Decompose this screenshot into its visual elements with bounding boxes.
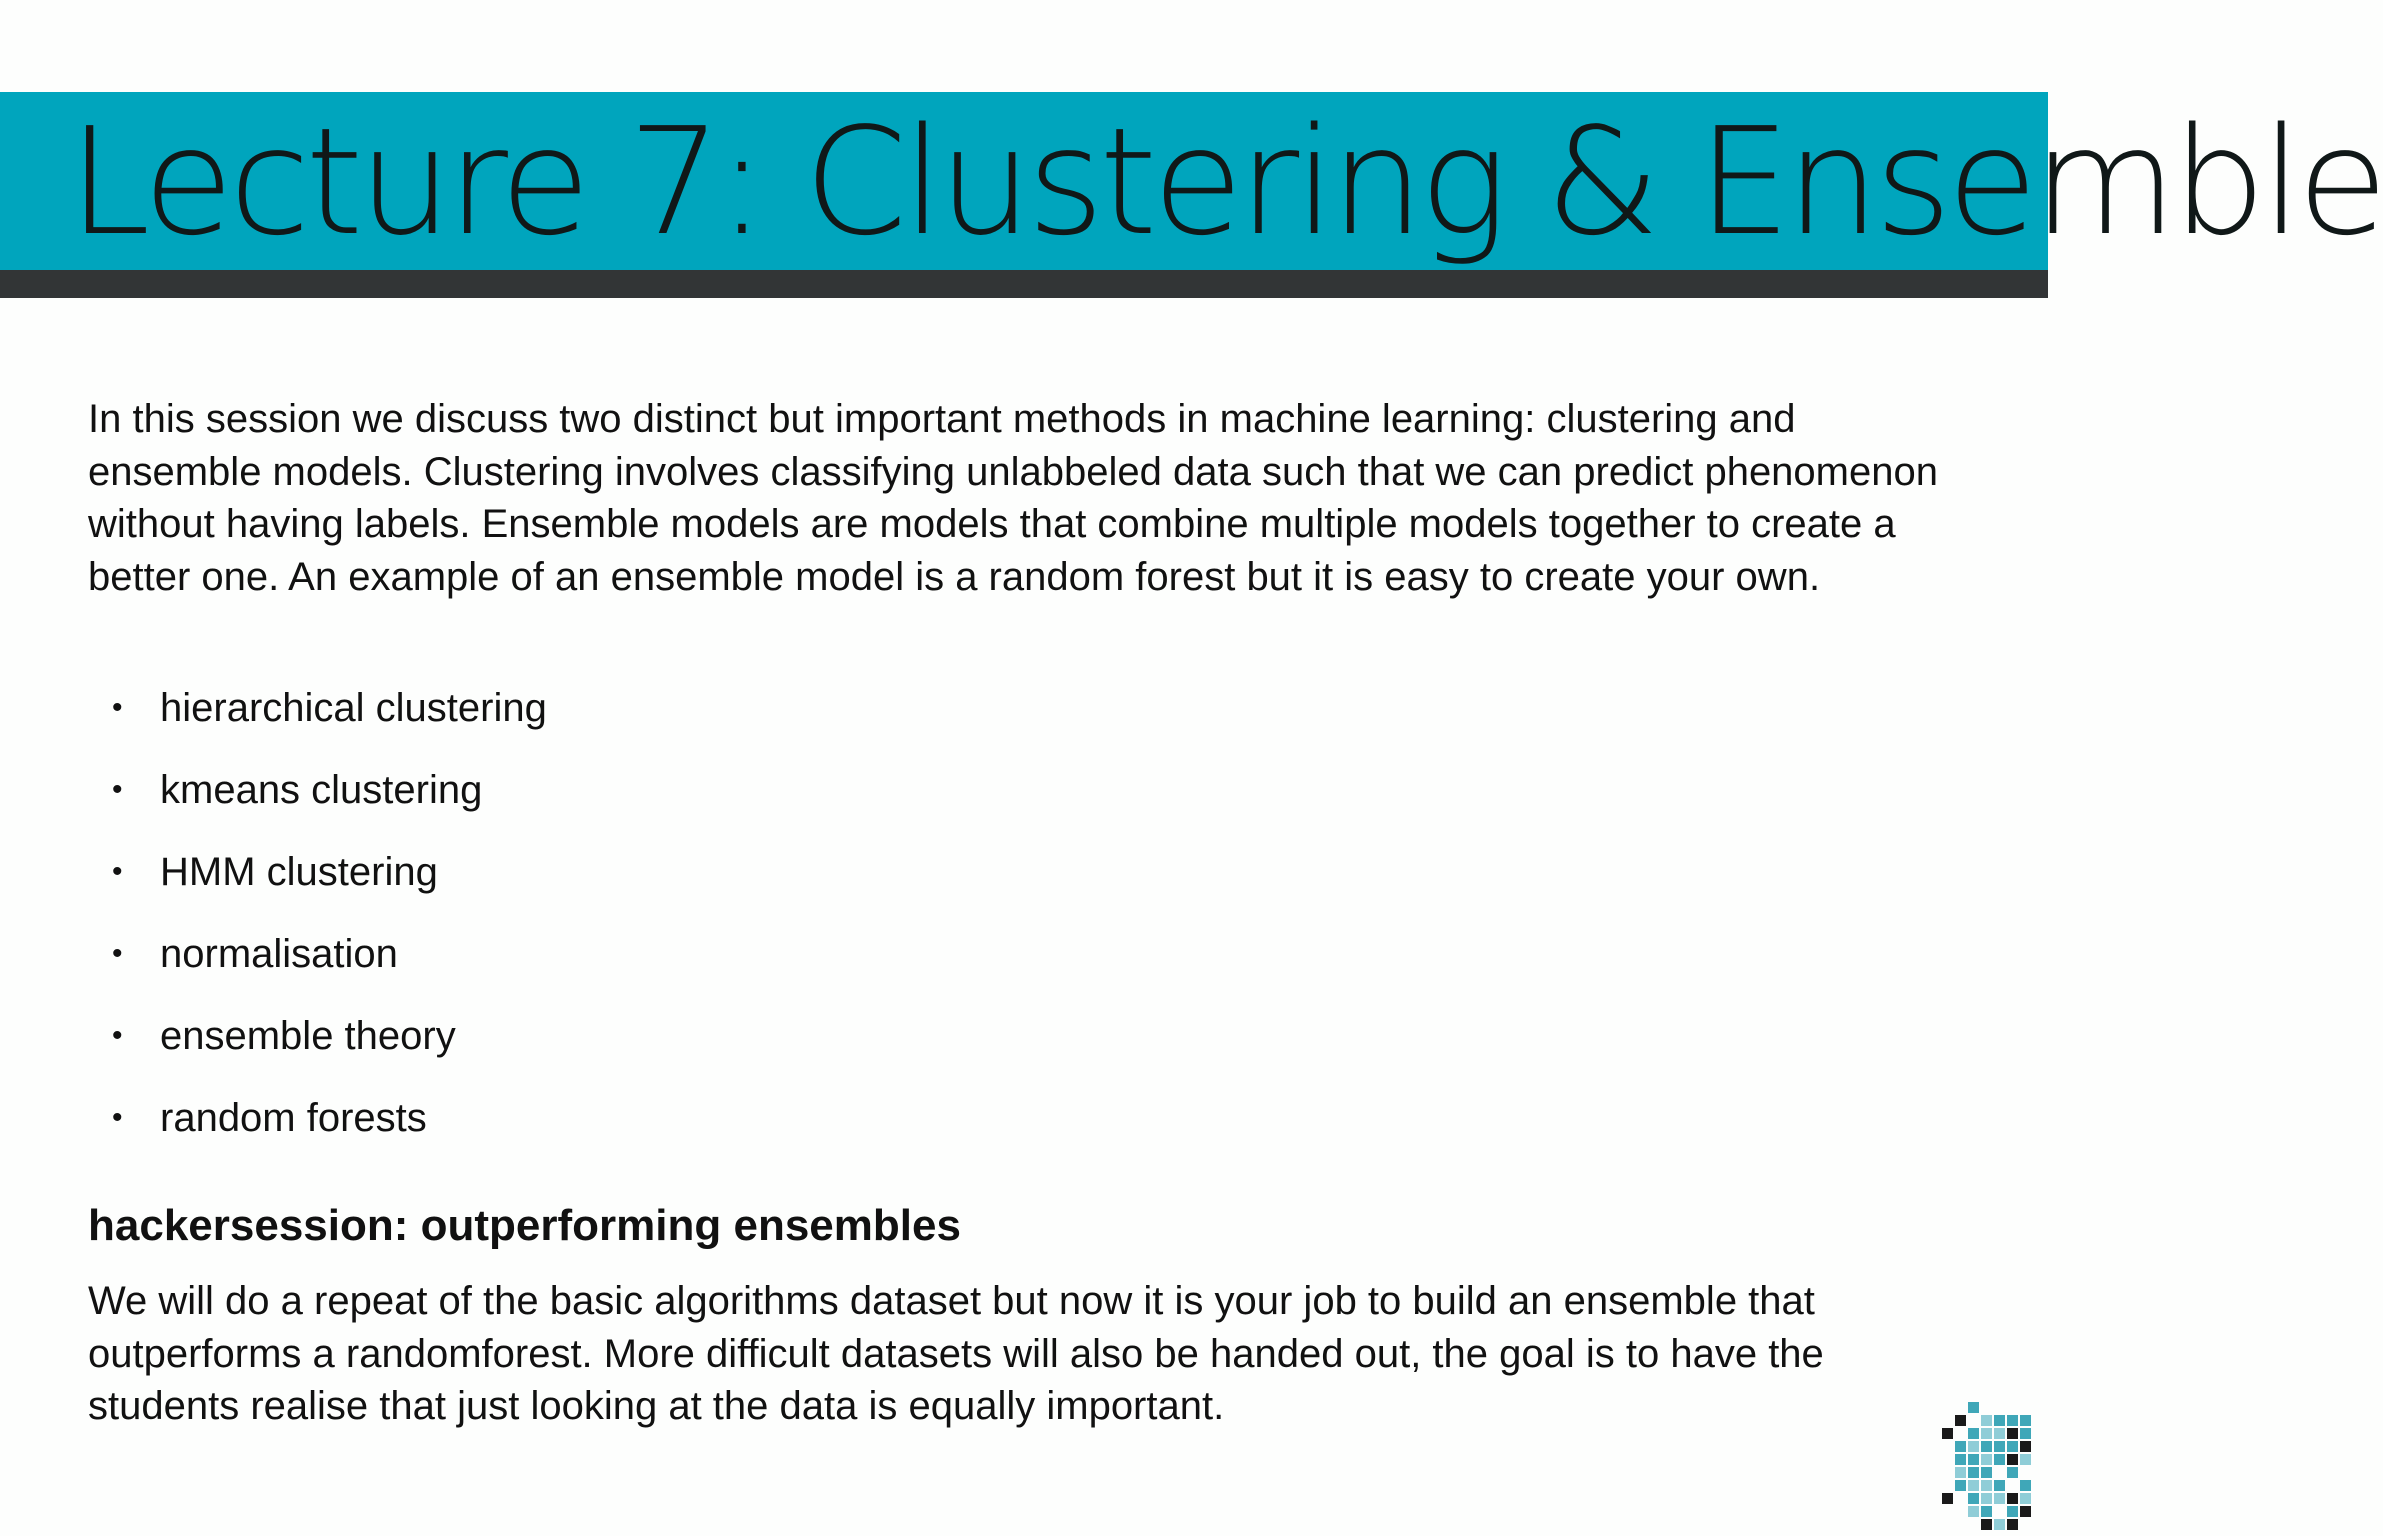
hackersession-paragraph: We will do a repeat of the basic algorithms dataset but now it is your job to build an ensemble that outperforms a randomforest. More difficult datasets will also be handed out, the goal is to have the students realise that just looking at the data is equally important. (88, 1279, 1824, 1428)
topic-label: hierarchical clustering (160, 686, 547, 730)
hackersession-heading: hackersession: outperforming ensembles (88, 1201, 961, 1250)
topic-label: HMM clustering (160, 850, 438, 894)
title-divider (0, 270, 2048, 298)
topic-label: ensemble theory (160, 1014, 456, 1058)
bullet-icon: • (112, 1101, 123, 1134)
list-item (88, 926, 547, 1008)
topic-label: kmeans clustering (160, 768, 483, 812)
list-item (88, 680, 547, 762)
pixel-grid-logo-icon (1940, 1402, 2040, 1532)
list-item (88, 1008, 547, 1090)
list-item (88, 844, 547, 926)
bullet-icon: • (112, 1019, 123, 1052)
list-item (88, 762, 547, 844)
slide-title: Lecture 7: Clustering & Ensemble (68, 96, 2383, 268)
bullet-icon: • (112, 855, 123, 888)
topic-label: random forests (160, 1096, 427, 1140)
intro-paragraph: In this session we discuss two distinct but important methods in machine learning: clustering and ensemble models. Clustering involves classifying unlabbeled data such that we can predict phenomenon without having labels. Ensemble models are models that combine multiple models together to create a better one. An example of an ensemble model is a random forest but it is easy to create your own. (88, 397, 1938, 599)
topic-label: normalisation (160, 932, 398, 976)
bullet-icon: • (112, 773, 123, 806)
topic-list (88, 680, 547, 1172)
bullet-icon: • (112, 691, 123, 724)
bullet-icon: • (112, 937, 123, 970)
list-item (88, 1090, 547, 1172)
